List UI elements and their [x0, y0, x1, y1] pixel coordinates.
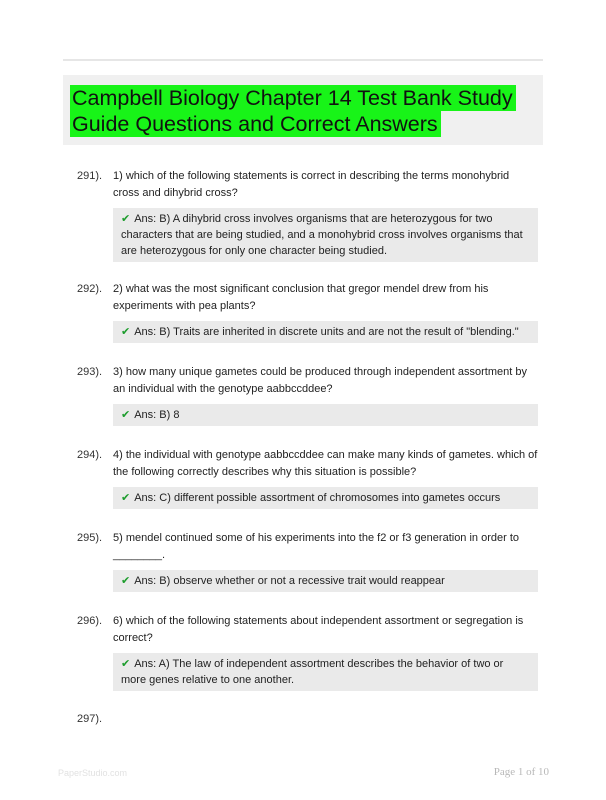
answer-box [113, 404, 538, 426]
footer-site-watermark: PaperStudio.com [58, 768, 128, 778]
checkmark-icon: ✔ [121, 575, 131, 587]
answer-box [113, 570, 538, 592]
answer-text: Ans: B) 8 [134, 409, 180, 421]
question-number: 294). [77, 449, 103, 461]
checkmark-icon: ✔ [121, 213, 131, 225]
question-text: 3) how many unique gametes could be produced through independent assortment by an individual with the genotype aabbccddee? [113, 366, 527, 395]
answer-text: Ans: A) The law of independent assortment describes the behavior of two or more genes relative to one another. [121, 658, 504, 686]
answer-text: Ans: B) observe whether or not a recessive trait would reappear [134, 575, 445, 587]
document-title [70, 85, 530, 137]
top-divider [63, 59, 543, 61]
question-text: 1) which of the following statements is correct in describing the terms monohybrid cross and dihybrid cross? [113, 170, 510, 199]
answer-box [113, 487, 538, 509]
question-number: 291). [77, 170, 103, 182]
checkmark-icon: ✔ [121, 492, 131, 504]
answer-box [113, 653, 538, 691]
question-text: 4) the individual with genotype aabbccddee can make many kinds of gametes. which of the following correctly describes why this situation is possible? [113, 449, 538, 478]
answer-text: Ans: C) different possible assortment of chromosomes into gametes occurs [134, 492, 501, 504]
answer-box [113, 321, 538, 343]
checkmark-icon: ✔ [121, 658, 131, 670]
question-number: 295). [77, 532, 103, 544]
document-title-text: Campbell Biology Chapter 14 Test Bank Study Guide Questions and Correct Answers [70, 85, 516, 137]
answer-text: Ans: B) A dihybrid cross involves organisms that are heterozygous for two characters that are being studied, and a monohybrid cross involves organisms that are heterozygous for only one character being studied. [121, 213, 523, 257]
question-number: 293). [77, 366, 103, 378]
question-number: 292). [77, 283, 103, 295]
checkmark-icon: ✔ [121, 409, 131, 421]
question-text: 6) which of the following statements about independent assortment or segregation is correct? [113, 615, 524, 644]
question-text: 5) mendel continued some of his experiments into the f2 or f3 generation in order to ________. [113, 532, 520, 561]
page-indicator: Page 1 of 10 [493, 766, 549, 778]
answer-box [113, 208, 538, 262]
question-number: 296). [77, 615, 103, 627]
question-number: 297). [77, 713, 103, 725]
checkmark-icon: ✔ [121, 326, 131, 338]
question-text: 2) what was the most significant conclusion that gregor mendel drew from his experiments with pea plants? [113, 283, 489, 312]
answer-text: Ans: B) Traits are inherited in discrete units and are not the result of "blending." [134, 326, 519, 338]
